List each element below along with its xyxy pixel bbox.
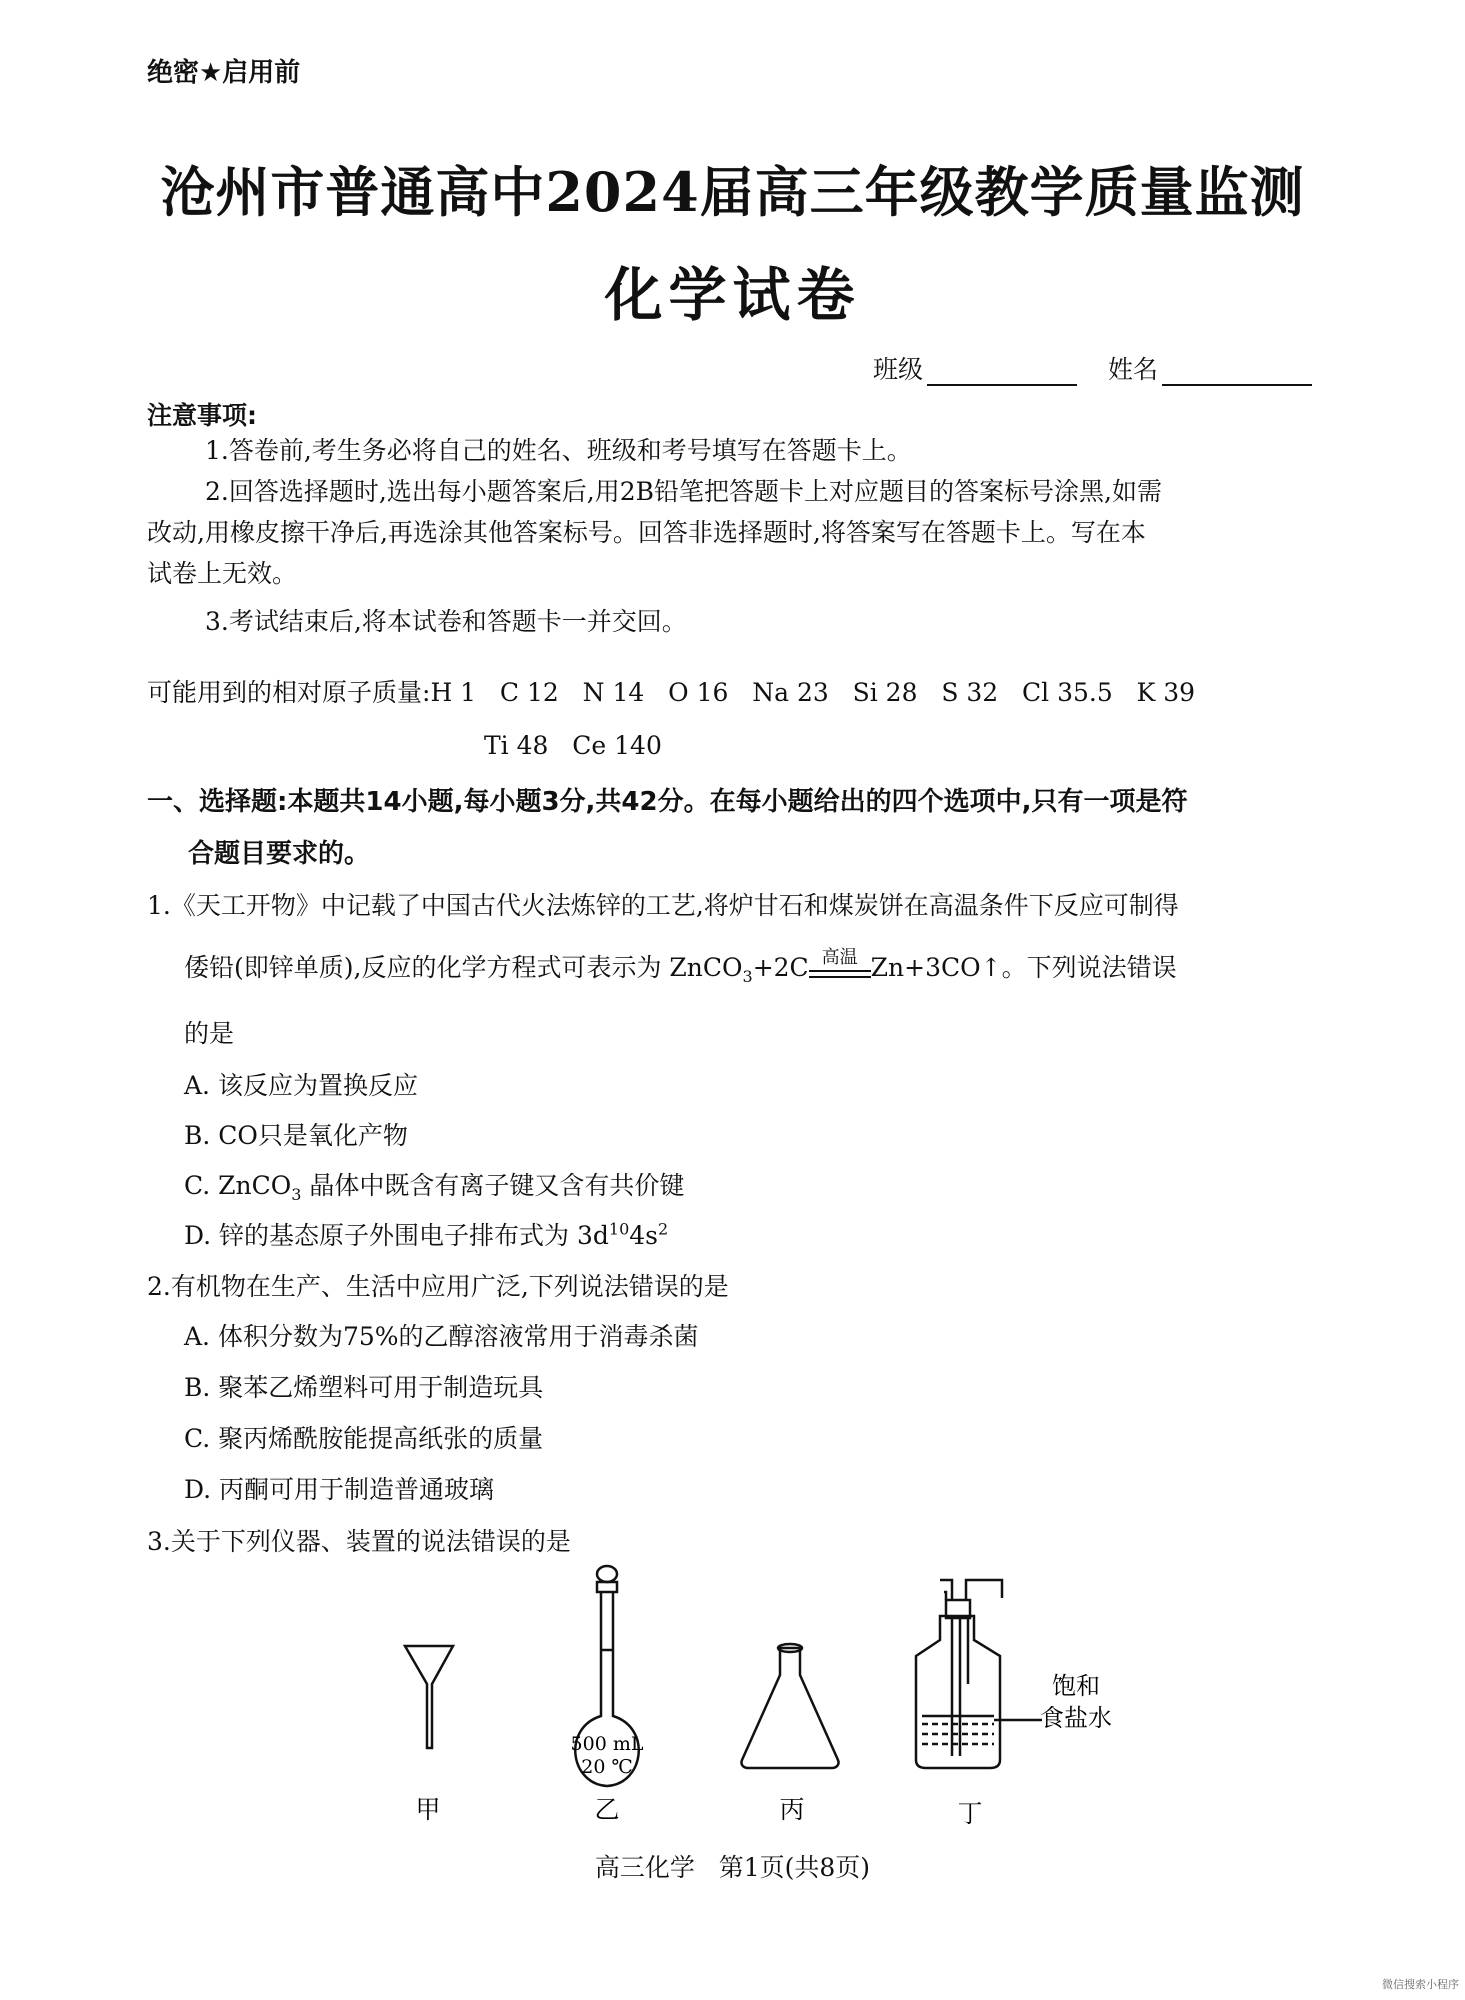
subject-title: 化学试卷 <box>604 261 861 329</box>
notice-item-3: 3.考试结束后,将本试卷和答题卡一并交回。 <box>205 607 687 636</box>
equals-bars <box>809 970 871 978</box>
q2-option-c: C. 聚丙烯酰胺能提高纸张的质量 <box>184 1424 544 1453</box>
section-title-line1: 一、选择题:本题共14小题,每小题3分,共42分。在每小题给出的四个选项中,只有一项是符 <box>147 787 1188 817</box>
notice-item-2a: 2.回答选择题时,选出每小题答案后,用2B铅笔把答题卡上对应题目的答案标号涂黑,如需 <box>205 477 1162 506</box>
q3-stem: 3.关于下列仪器、装置的说法错误的是 <box>147 1527 571 1556</box>
q1-stem-line2 <box>184 948 1177 986</box>
atomic-mass-values-2: Ti 48 Ce 140 <box>484 731 662 760</box>
q1-eq-mid: +2C <box>752 953 809 982</box>
class-field <box>873 350 1077 386</box>
notice-item-2c: 试卷上无效。 <box>147 559 298 588</box>
label-jia: 甲 <box>415 1795 441 1824</box>
q2-option-d: D. 丙酮可用于制造普通玻璃 <box>184 1475 495 1504</box>
name-label: 姓名 <box>1108 355 1159 384</box>
q2-stem: 2.有机物在生产、生活中应用广泛,下列说法错误的是 <box>147 1272 729 1301</box>
notice-item-2b: 改动,用橡皮擦干净后,再选涂其他答案标号。回答非选择题时,将答案写在答题卡上。写在本 <box>147 518 1146 547</box>
q1-eq-pre: 倭铅(即锌单质),反应的化学方程式可表示为 ZnCO <box>184 953 743 982</box>
funnel-drawing <box>405 1646 453 1748</box>
q3-apparatus-figure <box>0 1560 1465 1830</box>
q1-option-d-pre: D. 锌的基态原子外围电子排布式为 3d <box>184 1221 609 1250</box>
label-bing: 丙 <box>779 1795 805 1824</box>
section-title-line2: 合题目要求的。 <box>188 839 371 869</box>
q1-option-b: B. CO只是氧化产物 <box>184 1121 408 1150</box>
exam-title: 沧州市普通高中2024届高三年级教学质量监测 <box>160 160 1305 224</box>
q1-option-c-sub: 3 <box>291 1185 302 1204</box>
q2-option-b: B. 聚苯乙烯塑料可用于制造玩具 <box>184 1373 544 1402</box>
reaction-condition-text: 高温 <box>821 946 858 968</box>
reaction-condition <box>809 946 871 978</box>
q1-option-d <box>184 1216 668 1252</box>
q1-option-d-sup2: 2 <box>658 1219 669 1239</box>
name-field <box>1108 350 1312 386</box>
page-footer: 高三化学 第1页(共8页) <box>594 1853 871 1882</box>
q1-stem-line3: 的是 <box>184 1019 235 1048</box>
flask-temp-text: 20 ℃ <box>581 1756 633 1778</box>
atomic-mass-label: 可能用到的相对原子质量: <box>147 678 431 707</box>
q1-option-c-pre: C. ZnCO <box>184 1171 292 1200</box>
notice-item-1: 1.答卷前,考生务必将自己的姓名、班级和考号填写在答题卡上。 <box>205 436 912 465</box>
flask-volume-text: 500 mL <box>570 1733 644 1755</box>
bottle-label-1: 饱和 <box>1052 1672 1100 1700</box>
bottle-label-2: 食盐水 <box>1040 1704 1112 1732</box>
q1-option-a: A. 该反应为置换反应 <box>184 1071 418 1100</box>
atomic-mass-values: H 1 C 12 N 14 O 16 Na 23 Si 28 S 32 Cl 35.5 K 39 <box>430 678 1196 707</box>
label-yi: 乙 <box>594 1795 620 1824</box>
q1-option-c-post: 晶体中既含有离子键又含有共价键 <box>301 1171 685 1200</box>
q1-stem-line1: 1.《天工开物》中记载了中国古代火法炼锌的工艺,将炉甘石和煤炭饼在高温条件下反应可制得 <box>147 891 1179 920</box>
q1-option-d-mid: 4s <box>629 1221 659 1250</box>
q1-option-c <box>184 1166 684 1204</box>
q1-option-d-sup10: 10 <box>608 1219 630 1239</box>
class-blank <box>927 360 1077 386</box>
watermark: 微信搜索小程序 <box>1382 1978 1459 1991</box>
gas-washing-bottle-drawing <box>916 1580 1042 1768</box>
q2-option-a: A. 体积分数为75%的乙醇溶液常用于消毒杀菌 <box>184 1322 699 1351</box>
class-label: 班级 <box>873 355 924 384</box>
atomic-mass-line <box>147 678 1195 708</box>
notice-title: 注意事项: <box>147 401 257 430</box>
label-ding: 丁 <box>957 1799 983 1828</box>
conical-flask-drawing <box>741 1644 838 1768</box>
name-blank <box>1162 360 1312 386</box>
q1-eq-post: Zn+3CO↑。下列说法错误 <box>870 953 1177 982</box>
q1-eq-sub: 3 <box>742 967 753 986</box>
secret-label: 绝密★启用前 <box>147 58 301 88</box>
